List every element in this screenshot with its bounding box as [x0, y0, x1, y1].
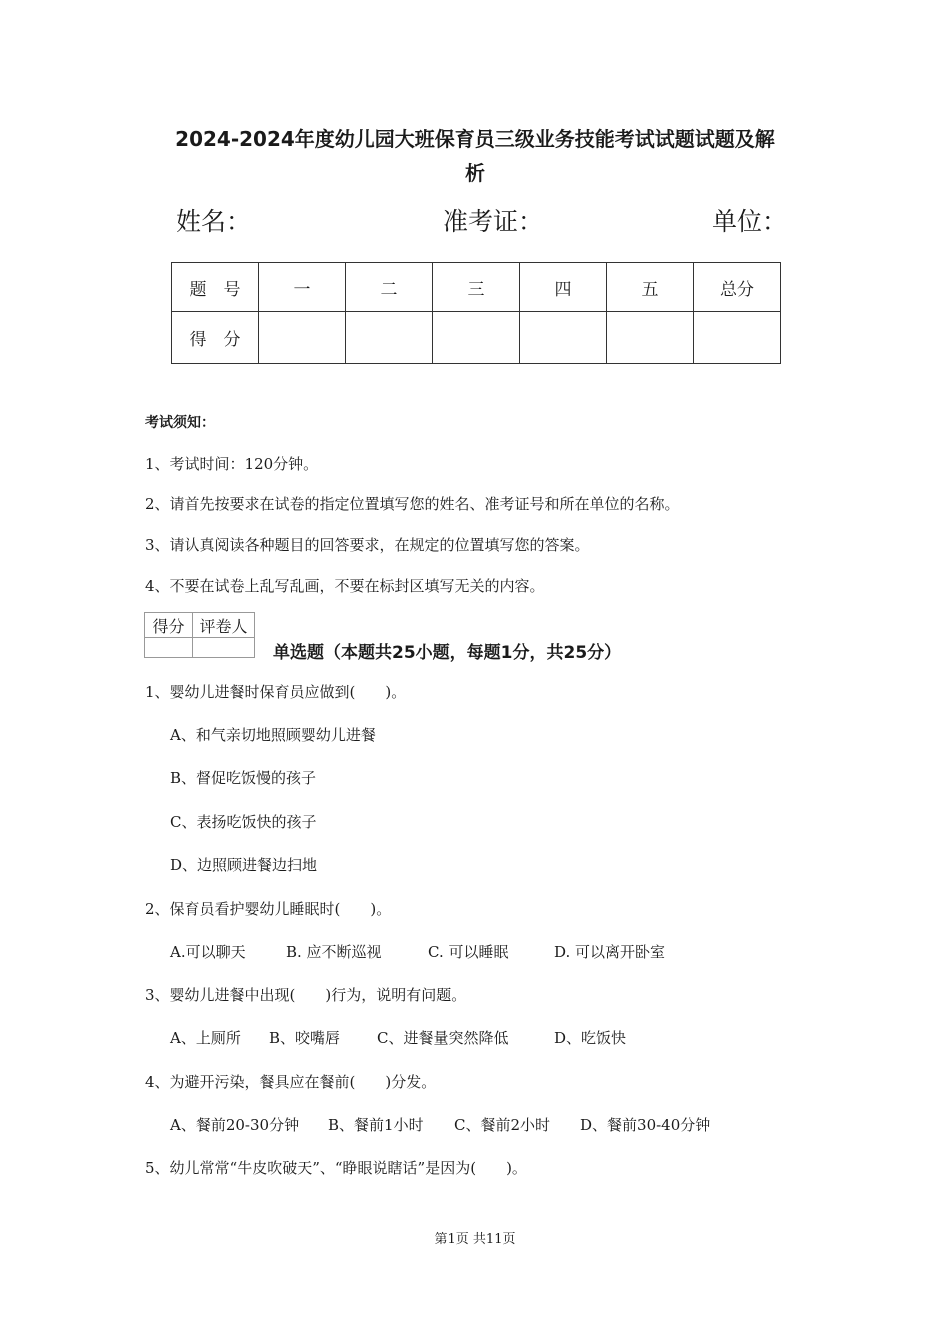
question-option: D、吃饭快 [554, 1029, 627, 1047]
question-option: C、餐前2小时 [454, 1116, 551, 1134]
question-option: C、进餐量突然降低 [377, 1029, 509, 1047]
question-stem: 5、幼儿常常“牛皮吹破天”、“睁眼说瞎话”是因为( )。 [145, 1159, 527, 1177]
score-cell[interactable] [346, 312, 433, 364]
score-table [171, 262, 781, 364]
score-row-label: 得 分 [172, 312, 259, 364]
question-stem: 3、婴幼儿进餐中出现( )行为，说明有问题。 [145, 986, 467, 1004]
unit-field-label: 单位： [712, 207, 788, 236]
score-table-header-cell: 三 [433, 263, 520, 312]
question-option: A.可以聊天 [170, 943, 246, 961]
question-option: D. 可以离开卧室 [554, 943, 666, 961]
question-option: D、餐前30-40分钟 [580, 1116, 711, 1134]
page-title-line2: 析 [465, 161, 485, 185]
score-table-header-cell: 总分 [694, 263, 781, 312]
grader-score-cell[interactable] [145, 638, 193, 658]
score-cell[interactable] [607, 312, 694, 364]
notice-title: 考试须知： [145, 415, 215, 431]
score-table-header-cell: 二 [346, 263, 433, 312]
score-table-header-cell: 四 [520, 263, 607, 312]
score-table-header-cell: 五 [607, 263, 694, 312]
score-cell[interactable] [433, 312, 520, 364]
question-option: C. 可以睡眠 [428, 943, 509, 961]
question-option: B、餐前1小时 [328, 1116, 424, 1134]
score-cell[interactable] [259, 312, 346, 364]
notice-item: 3、请认真阅读各种题目的回答要求，在规定的位置填写您的答案。 [145, 536, 590, 554]
grader-name-label: 评卷人 [193, 613, 255, 638]
notice-item: 2、请首先按要求在试卷的指定位置填写您的姓名、准考证号和所在单位的名称。 [145, 495, 680, 513]
question-option: A、餐前20-30分钟 [170, 1116, 300, 1134]
question-stem: 1、婴幼儿进餐时保育员应做到( )。 [145, 683, 407, 701]
score-table-header-row [172, 263, 781, 312]
grader-box [144, 612, 255, 658]
page-footer: 第1页 共11页 [434, 1232, 516, 1247]
section-title: 单选题（本题共25小题，每题1分，共25分） [273, 643, 622, 663]
grader-score-label: 得分 [145, 613, 193, 638]
question-stem: 2、保育员看护婴幼儿睡眠时( )。 [145, 900, 392, 918]
score-table-header-cell: 一 [259, 263, 346, 312]
question-option: A、上厕所 [170, 1029, 241, 1047]
question-option: A、和气亲切地照顾婴幼儿进餐 [170, 726, 376, 744]
score-table-score-row [172, 312, 781, 364]
question-option: B. 应不断巡视 [286, 943, 382, 961]
notice-item: 4、不要在试卷上乱写乱画，不要在标封区填写无关的内容。 [145, 577, 545, 595]
question-option: B、咬嘴唇 [269, 1029, 341, 1047]
grader-name-cell[interactable] [193, 638, 255, 658]
exam-number-field-label: 准考证： [443, 207, 544, 236]
page-title [150, 122, 800, 190]
question-option: B、督促吃饭慢的孩子 [170, 769, 317, 787]
page-title-line1: 2024-2024年度幼儿园大班保育员三级业务技能考试试题试题及解 [175, 127, 775, 151]
question-stem: 4、为避开污染，餐具应在餐前( )分发。 [145, 1073, 437, 1091]
score-table-header-cell: 题 号 [172, 263, 259, 312]
name-field-label: 姓名： [176, 207, 252, 236]
score-cell[interactable] [694, 312, 781, 364]
question-option: D、边照顾进餐边扫地 [170, 856, 318, 874]
notice-item: 1、考试时间：120分钟。 [145, 455, 319, 473]
score-cell[interactable] [520, 312, 607, 364]
question-option: C、表扬吃饭快的孩子 [170, 813, 317, 831]
